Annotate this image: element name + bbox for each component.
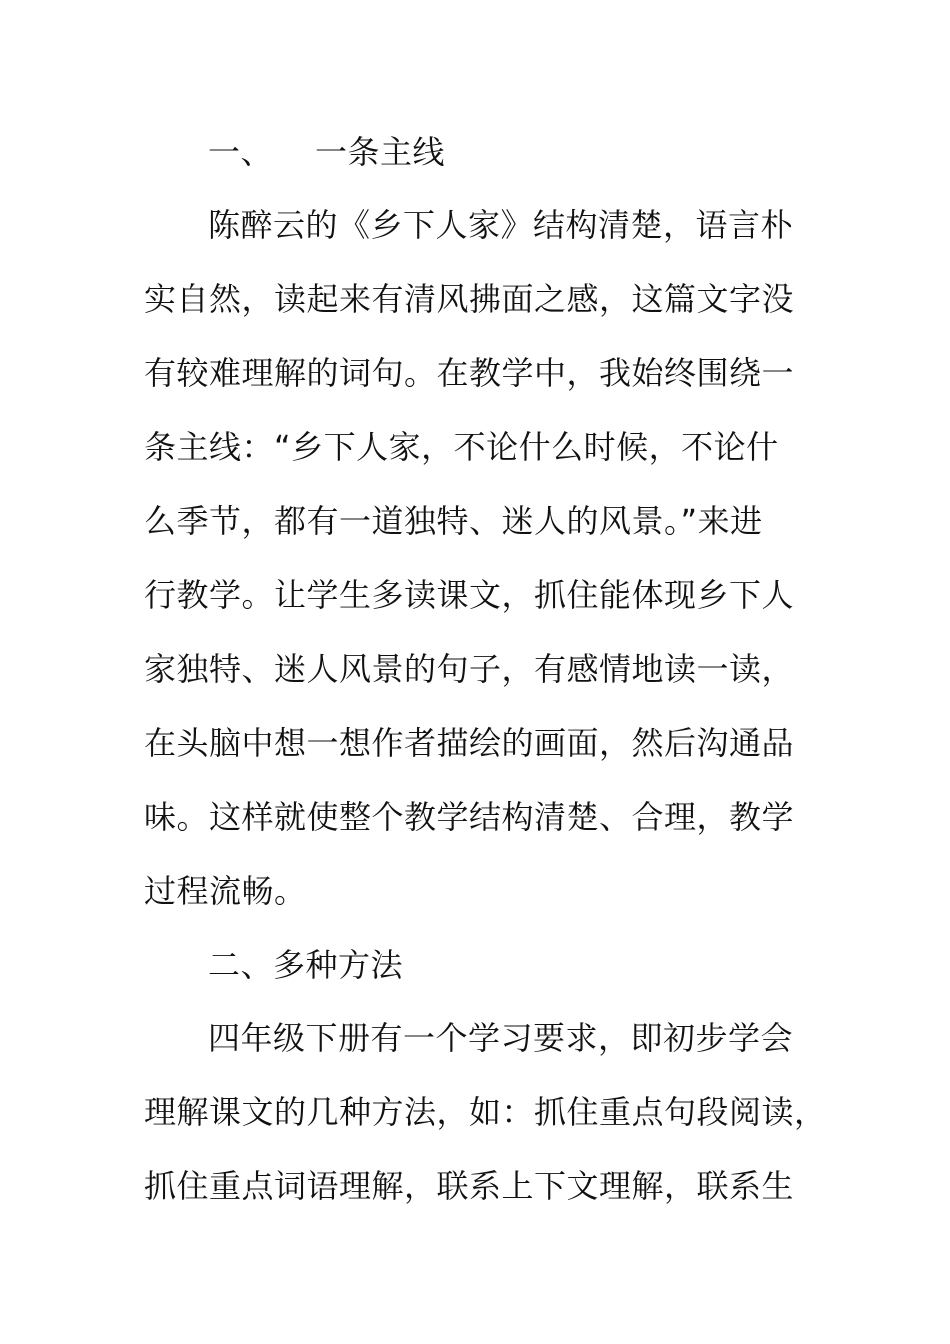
- section-heading-2: 二、多种方法: [208, 946, 404, 984]
- paragraph-line: 过程流畅。: [144, 872, 307, 910]
- paragraph-line: 家独特、迷人风景的句子，有感情地读一读，: [144, 650, 795, 688]
- heading-title: 一条主线: [315, 133, 446, 171]
- paragraph-line: 实自然，读起来有清风拂面之感，这篇文字没: [144, 280, 795, 318]
- paragraph-line: 理解课文的几种方法，如：抓住重点句段阅读，: [144, 1093, 827, 1131]
- paragraph-line: 条主线：“乡下人家，不论什么时候，不论什: [144, 428, 779, 466]
- section-heading-1: [208, 132, 868, 172]
- paragraph-line: 抓住重点词语理解，联系上下文理解，联系生: [144, 1167, 795, 1205]
- paragraph-line: 四年级下册有一个学习要求，即初步学会: [208, 1019, 794, 1057]
- paragraph-line: 有较难理解的词句。在教学中，我始终围绕一: [144, 354, 795, 392]
- heading-number: 一、: [208, 133, 274, 171]
- paragraph-line: 么季节，都有一道独特、迷人的风景。”来进: [144, 502, 763, 540]
- paragraph-line: 行教学。让学生多读课文，抓住能体现乡下人: [144, 576, 795, 614]
- paragraph-line: 在头脑中想一想作者描绘的画面，然后沟通品: [144, 724, 795, 762]
- paragraph-line: 味。这样就使整个教学结构清楚、合理，教学: [144, 798, 795, 836]
- paragraph-line: 陈醉云的《乡下人家》结构清楚，语言朴: [208, 206, 794, 244]
